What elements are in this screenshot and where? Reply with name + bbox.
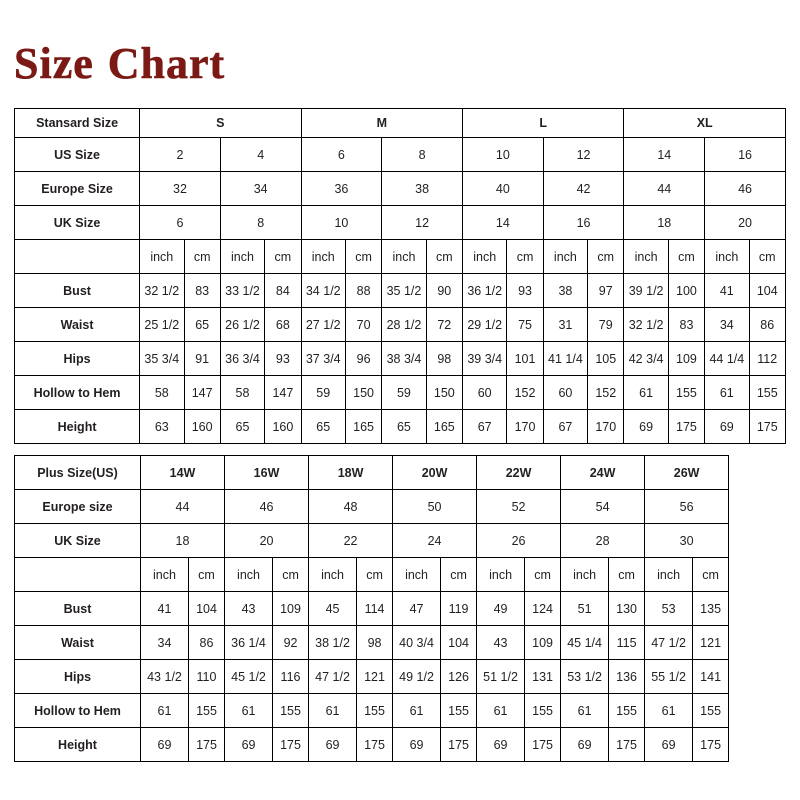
cell: 165	[426, 410, 462, 444]
cell: 6	[301, 138, 382, 172]
cell: 170	[588, 410, 624, 444]
cell: 126	[441, 660, 477, 694]
unit-cell: inch	[705, 240, 749, 274]
cell: 86	[749, 308, 785, 342]
cell: 155	[668, 376, 704, 410]
cell: 160	[265, 410, 301, 444]
size-group-22w: 22W	[477, 456, 561, 490]
cell: 131	[525, 660, 561, 694]
size-group-m: M	[301, 109, 462, 138]
cell: 136	[609, 660, 645, 694]
table-row-units	[15, 240, 786, 274]
cell: 93	[507, 274, 543, 308]
unit-cell: cm	[189, 558, 225, 592]
row-label-us-size: US Size	[15, 138, 140, 172]
unit-cell: cm	[588, 240, 624, 274]
cell: 88	[345, 274, 381, 308]
unit-cell: inch	[225, 558, 273, 592]
cell: 59	[382, 376, 426, 410]
size-group-s: S	[140, 109, 301, 138]
unit-cell: inch	[645, 558, 693, 592]
cell: 20	[225, 524, 309, 558]
plus-size-table	[14, 455, 729, 762]
row-label-hips: Hips	[15, 342, 140, 376]
cell: 67	[463, 410, 507, 444]
cell: 60	[543, 376, 587, 410]
cell: 34	[220, 172, 301, 206]
cell: 114	[357, 592, 393, 626]
table-row	[15, 490, 729, 524]
unit-cell: inch	[309, 558, 357, 592]
cell: 69	[624, 410, 668, 444]
cell: 69	[477, 728, 525, 762]
cell: 36 1/2	[463, 274, 507, 308]
table-row	[15, 524, 729, 558]
cell: 47 1/2	[309, 660, 357, 694]
cell: 14	[463, 206, 544, 240]
cell: 49 1/2	[393, 660, 441, 694]
cell: 72	[426, 308, 462, 342]
cell: 69	[141, 728, 189, 762]
cell: 69	[309, 728, 357, 762]
cell: 37 3/4	[301, 342, 345, 376]
unit-cell: inch	[624, 240, 668, 274]
cell: 61	[309, 694, 357, 728]
cell: 55 1/2	[645, 660, 693, 694]
unit-cell: inch	[561, 558, 609, 592]
cell: 170	[507, 410, 543, 444]
cell: 44	[141, 490, 225, 524]
size-group-xl: XL	[624, 109, 786, 138]
cell: 45	[309, 592, 357, 626]
cell: 42	[543, 172, 624, 206]
page-title	[14, 39, 226, 88]
cell: 121	[357, 660, 393, 694]
cell: 109	[273, 592, 309, 626]
cell: 20	[705, 206, 786, 240]
table-row	[15, 274, 786, 308]
cell: 152	[588, 376, 624, 410]
table-row	[15, 728, 729, 762]
row-label-hips: Hips	[15, 660, 141, 694]
cell: 42 3/4	[624, 342, 668, 376]
table-row	[15, 694, 729, 728]
cell: 61	[141, 694, 189, 728]
cell: 61	[624, 376, 668, 410]
cell: 54	[561, 490, 645, 524]
cell: 65	[301, 410, 345, 444]
table-row	[15, 410, 786, 444]
cell: 119	[441, 592, 477, 626]
cell: 70	[345, 308, 381, 342]
table-row	[15, 456, 729, 490]
cell: 26 1/2	[220, 308, 264, 342]
cell: 109	[525, 626, 561, 660]
cell: 53	[645, 592, 693, 626]
cell: 6	[140, 206, 221, 240]
cell: 41	[705, 274, 749, 308]
cell: 34	[705, 308, 749, 342]
cell: 61	[561, 694, 609, 728]
cell: 155	[273, 694, 309, 728]
cell: 10	[463, 138, 544, 172]
page-title-word-2: Chart	[107, 39, 226, 88]
cell: 26	[477, 524, 561, 558]
cell: 22	[309, 524, 393, 558]
page-title-word-1: Size	[14, 39, 94, 88]
cell: 29 1/2	[463, 308, 507, 342]
unit-cell: inch	[543, 240, 587, 274]
cell: 35 3/4	[140, 342, 184, 376]
cell: 33 1/2	[220, 274, 264, 308]
cell: 61	[225, 694, 273, 728]
unit-cell: cm	[345, 240, 381, 274]
cell: 98	[357, 626, 393, 660]
table-row	[15, 206, 786, 240]
cell: 10	[301, 206, 382, 240]
table-row	[15, 308, 786, 342]
cell: 98	[426, 342, 462, 376]
cell: 61	[393, 694, 441, 728]
cell: 30	[645, 524, 729, 558]
cell: 34 1/2	[301, 274, 345, 308]
cell: 45 1/4	[561, 626, 609, 660]
cell: 44 1/4	[705, 342, 749, 376]
row-label-uk-size: UK Size	[15, 206, 140, 240]
cell: 63	[140, 410, 184, 444]
cell: 147	[265, 376, 301, 410]
cell: 24	[393, 524, 477, 558]
cell: 110	[189, 660, 225, 694]
standard-header-label: Stansard Size	[15, 109, 140, 138]
cell: 46	[225, 490, 309, 524]
cell: 92	[273, 626, 309, 660]
cell: 39 1/2	[624, 274, 668, 308]
unit-cell: cm	[749, 240, 785, 274]
cell: 18	[624, 206, 705, 240]
cell: 32 1/2	[140, 274, 184, 308]
cell: 4	[220, 138, 301, 172]
cell: 32	[140, 172, 221, 206]
cell: 104	[441, 626, 477, 660]
cell: 39 3/4	[463, 342, 507, 376]
cell: 90	[426, 274, 462, 308]
cell: 36 1/4	[225, 626, 273, 660]
row-label-waist: Waist	[15, 626, 141, 660]
cell: 75	[507, 308, 543, 342]
size-group-26w: 26W	[645, 456, 729, 490]
size-group-24w: 24W	[561, 456, 645, 490]
unit-cell: cm	[273, 558, 309, 592]
unit-cell: inch	[382, 240, 426, 274]
cell: 43	[477, 626, 525, 660]
row-label-hollow-to-hem: Hollow to Hem	[15, 376, 140, 410]
cell: 101	[507, 342, 543, 376]
cell: 152	[507, 376, 543, 410]
cell: 135	[693, 592, 729, 626]
cell: 115	[609, 626, 645, 660]
cell: 175	[668, 410, 704, 444]
cell: 96	[345, 342, 381, 376]
table-row	[15, 592, 729, 626]
cell: 175	[749, 410, 785, 444]
unit-cell: cm	[668, 240, 704, 274]
unit-cell: cm	[184, 240, 220, 274]
unit-cell: cm	[426, 240, 462, 274]
cell: 65	[220, 410, 264, 444]
cell: 130	[609, 592, 645, 626]
cell: 141	[693, 660, 729, 694]
cell: 51	[561, 592, 609, 626]
cell: 44	[624, 172, 705, 206]
cell: 61	[705, 376, 749, 410]
cell: 175	[357, 728, 393, 762]
unit-row-blank	[15, 558, 141, 592]
cell: 83	[184, 274, 220, 308]
cell: 97	[588, 274, 624, 308]
cell: 116	[273, 660, 309, 694]
row-label-waist: Waist	[15, 308, 140, 342]
cell: 14	[624, 138, 705, 172]
cell: 32 1/2	[624, 308, 668, 342]
table-row	[15, 660, 729, 694]
row-label-bust: Bust	[15, 274, 140, 308]
cell: 155	[357, 694, 393, 728]
cell: 65	[184, 308, 220, 342]
table-row	[15, 138, 786, 172]
cell: 16	[705, 138, 786, 172]
cell: 84	[265, 274, 301, 308]
cell: 47	[393, 592, 441, 626]
cell: 69	[645, 728, 693, 762]
cell: 175	[693, 728, 729, 762]
row-label-height: Height	[15, 410, 140, 444]
cell: 105	[588, 342, 624, 376]
cell: 36	[301, 172, 382, 206]
unit-row-blank	[15, 240, 140, 274]
unit-cell: cm	[609, 558, 645, 592]
cell: 56	[645, 490, 729, 524]
cell: 50	[393, 490, 477, 524]
row-label-height: Height	[15, 728, 141, 762]
cell: 58	[140, 376, 184, 410]
size-group-16w: 16W	[225, 456, 309, 490]
cell: 38	[382, 172, 463, 206]
cell: 58	[220, 376, 264, 410]
unit-cell: inch	[477, 558, 525, 592]
cell: 175	[525, 728, 561, 762]
cell: 69	[561, 728, 609, 762]
unit-cell: inch	[140, 240, 184, 274]
cell: 46	[705, 172, 786, 206]
cell: 51 1/2	[477, 660, 525, 694]
cell: 155	[441, 694, 477, 728]
unit-cell: inch	[220, 240, 264, 274]
cell: 150	[426, 376, 462, 410]
row-label-europe-size: Europe size	[15, 490, 141, 524]
cell: 2	[140, 138, 221, 172]
row-label-hollow-to-hem: Hollow to Hem	[15, 694, 141, 728]
cell: 121	[693, 626, 729, 660]
cell: 155	[189, 694, 225, 728]
cell: 83	[668, 308, 704, 342]
cell: 124	[525, 592, 561, 626]
size-group-14w: 14W	[141, 456, 225, 490]
cell: 69	[705, 410, 749, 444]
cell: 45 1/2	[225, 660, 273, 694]
cell: 12	[543, 138, 624, 172]
cell: 12	[382, 206, 463, 240]
cell: 93	[265, 342, 301, 376]
cell: 48	[309, 490, 393, 524]
cell: 43	[225, 592, 273, 626]
cell: 100	[668, 274, 704, 308]
cell: 65	[382, 410, 426, 444]
unit-cell: inch	[463, 240, 507, 274]
row-label-bust: Bust	[15, 592, 141, 626]
cell: 40	[463, 172, 544, 206]
cell: 47 1/2	[645, 626, 693, 660]
unit-cell: cm	[441, 558, 477, 592]
cell: 41	[141, 592, 189, 626]
cell: 109	[668, 342, 704, 376]
cell: 61	[477, 694, 525, 728]
row-label-europe-size: Europe Size	[15, 172, 140, 206]
cell: 41 1/4	[543, 342, 587, 376]
cell: 69	[225, 728, 273, 762]
unit-cell: cm	[265, 240, 301, 274]
size-group-l: L	[463, 109, 624, 138]
cell: 43 1/2	[141, 660, 189, 694]
cell: 112	[749, 342, 785, 376]
cell: 67	[543, 410, 587, 444]
cell: 104	[189, 592, 225, 626]
cell: 160	[184, 410, 220, 444]
cell: 69	[393, 728, 441, 762]
cell: 150	[345, 376, 381, 410]
row-label-uk-size: UK Size	[15, 524, 141, 558]
cell: 52	[477, 490, 561, 524]
plus-header-label: Plus Size(US)	[15, 456, 141, 490]
unit-cell: inch	[301, 240, 345, 274]
cell: 38 3/4	[382, 342, 426, 376]
cell: 61	[645, 694, 693, 728]
cell: 175	[189, 728, 225, 762]
standard-size-table	[14, 108, 786, 444]
cell: 86	[189, 626, 225, 660]
unit-cell: cm	[507, 240, 543, 274]
cell: 28 1/2	[382, 308, 426, 342]
cell: 53 1/2	[561, 660, 609, 694]
cell: 49	[477, 592, 525, 626]
cell: 91	[184, 342, 220, 376]
table-row	[15, 172, 786, 206]
cell: 8	[382, 138, 463, 172]
table-row	[15, 109, 786, 138]
cell: 165	[345, 410, 381, 444]
cell: 155	[749, 376, 785, 410]
cell: 36 3/4	[220, 342, 264, 376]
cell: 16	[543, 206, 624, 240]
cell: 147	[184, 376, 220, 410]
table-row	[15, 376, 786, 410]
cell: 40 3/4	[393, 626, 441, 660]
table-row	[15, 342, 786, 376]
cell: 28	[561, 524, 645, 558]
size-group-20w: 20W	[393, 456, 477, 490]
cell: 59	[301, 376, 345, 410]
cell: 175	[441, 728, 477, 762]
cell: 68	[265, 308, 301, 342]
cell: 18	[141, 524, 225, 558]
table-row-units	[15, 558, 729, 592]
cell: 175	[273, 728, 309, 762]
cell: 34	[141, 626, 189, 660]
cell: 175	[609, 728, 645, 762]
unit-cell: cm	[525, 558, 561, 592]
unit-cell: inch	[393, 558, 441, 592]
cell: 27 1/2	[301, 308, 345, 342]
cell: 155	[693, 694, 729, 728]
unit-cell: cm	[693, 558, 729, 592]
size-group-18w: 18W	[309, 456, 393, 490]
cell: 60	[463, 376, 507, 410]
unit-cell: inch	[141, 558, 189, 592]
cell: 25 1/2	[140, 308, 184, 342]
cell: 38	[543, 274, 587, 308]
cell: 155	[609, 694, 645, 728]
cell: 8	[220, 206, 301, 240]
unit-cell: cm	[357, 558, 393, 592]
cell: 155	[525, 694, 561, 728]
cell: 79	[588, 308, 624, 342]
cell: 31	[543, 308, 587, 342]
cell: 35 1/2	[382, 274, 426, 308]
table-row	[15, 626, 729, 660]
cell: 104	[749, 274, 785, 308]
cell: 38 1/2	[309, 626, 357, 660]
